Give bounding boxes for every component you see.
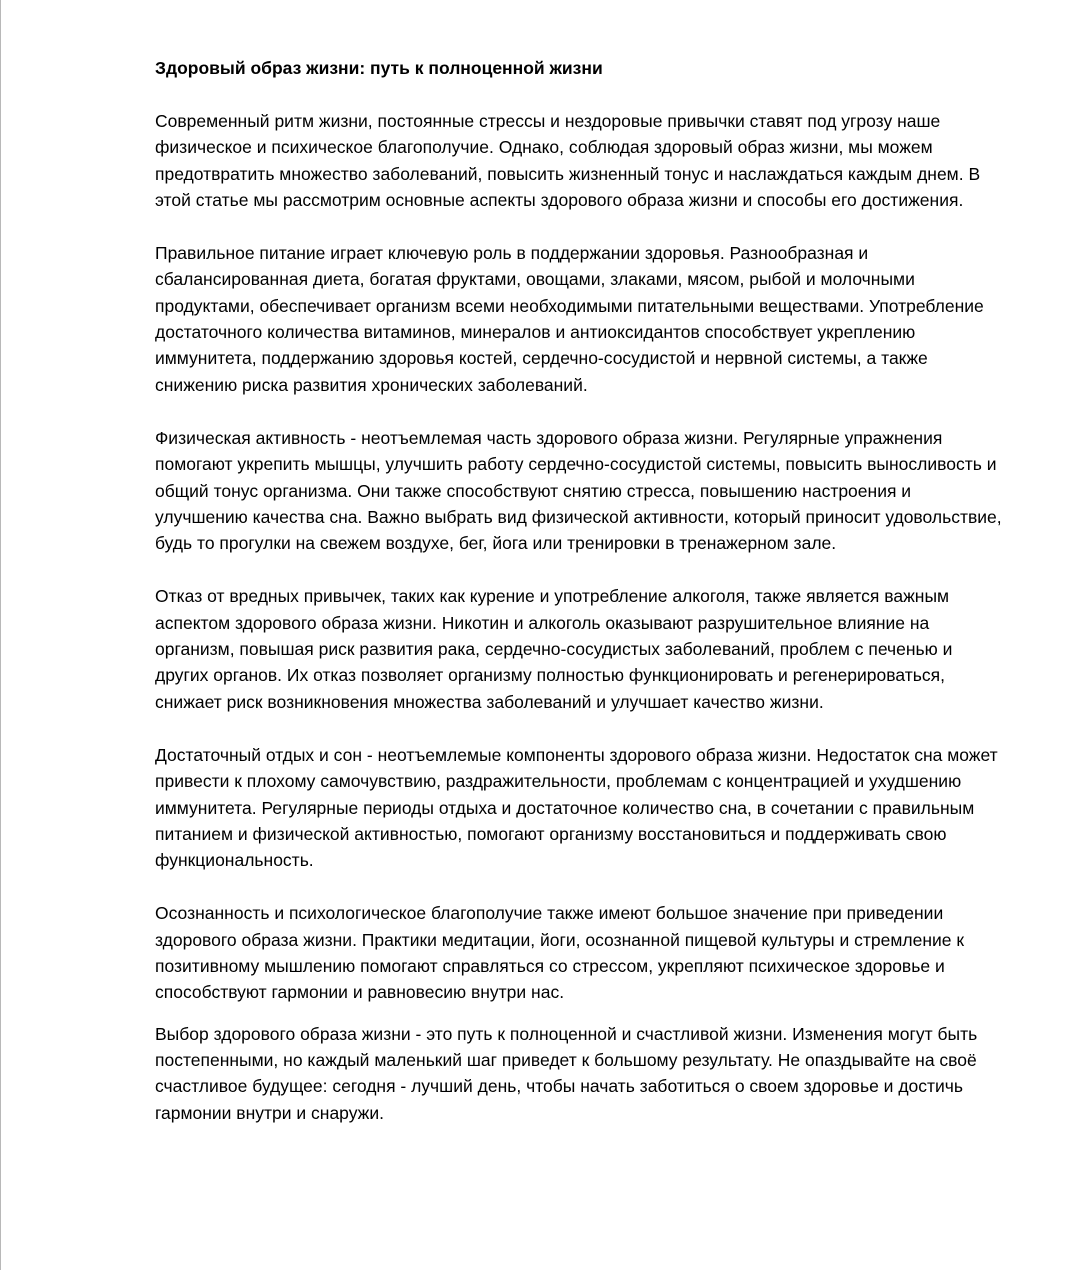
document-body: [155, 57, 1007, 1153]
paragraph-rest-sleep: Достаточный отдых и сон - неотъемлемые компоненты здорового образа жизни. Недостаток сна может привести к плохому самочувствию, раздражительности, проблемам с концентрацией и ухудшению иммунитета. Регулярные периоды отдыха и достаточное количество сна, в сочетании с правильным питанием и физической активностью, помогают организму восстановиться и поддерживать свою функциональность.: [155, 744, 998, 871]
paragraph-conclusion: Выбор здорового образа жизни - это путь к полноценной и счастливой жизни. Изменения могут быть постепенными, но каждый маленький шаг приведет к большому результату. Не опаздывайте на своё счастливое будущее: сегодня - лучший день, чтобы начать заботиться о своем здоровье и достичь гармонии внутри и снаружи.: [155, 1023, 978, 1123]
paragraph-bad-habits: Отказ от вредных привычек, таких как курение и употребление алкоголя, также является важным аспектом здорового образа жизни. Никотин и алкоголь оказывают разрушительное влияние на организм, повышая риск развития рака, сердечно-сосудистых заболеваний, проблем с печенью и других органов. Их отказ позволяет организму полностью функционировать и регенерироваться, снижает риск возникновения множества заболеваний и улучшает качество жизни.: [155, 586, 953, 712]
page-left-edge: [0, 0, 1, 1270]
paragraph-nutrition: Правильное питание играет ключевую роль в поддержании здоровья. Разнообразная и сбалансированная диета, богатая фруктами, овощами, злаками, мясом, рыбой и молочными продуктами, обеспечивает организм всеми необходимыми питательными веществами. Употребление достаточного количества витаминов, минералов и антиоксидантов способствует укреплению иммунитета, поддержанию здоровья костей, сердечно-сосудистой и нервной системы, а также снижению риска развития хронических заболеваний.: [155, 243, 984, 395]
paragraph-intro: Современный ритм жизни, постоянные стрессы и нездоровые привычки ставят под угрозу наше физическое и психическое благополучие. Однако, соблюдая здоровый образ жизни, мы можем предотвратить множество заболеваний, повысить жизненный тонус и наслаждаться каждым днем. В этой статье мы рассмотрим основные аспекты здорового образа жизни и способы его достижения.: [155, 111, 981, 210]
document-title: Здоровый образ жизни: путь к полноценной жизни: [155, 58, 603, 78]
paragraph-mindfulness: Осознанность и психологическое благополучие также имеют большое значение при приведении здорового образа жизни. Практики медитации, йоги, осознанной пищевой культуры и стремление к позитивному мышлению помогают справляться со стрессом, укрепляют психическое здоровье и способствуют гармонии и равновесию внутри нас.: [155, 903, 965, 1003]
paragraph-physical-activity: Физическая активность - неотъемлемая часть здорового образа жизни. Регулярные упражнения помогают укрепить мышцы, улучшить работу сердечно-сосудистой системы, повысить выносливость и общий тонус организма. Они также способствуют снятию стресса, повышению настроения и улучшению качества сна. Важно выбрать вид физической активности, который приносит удовольствие, будь то прогулки на свежем воздухе, бег, йога или тренировки в тренажерном зале.: [155, 427, 1002, 554]
